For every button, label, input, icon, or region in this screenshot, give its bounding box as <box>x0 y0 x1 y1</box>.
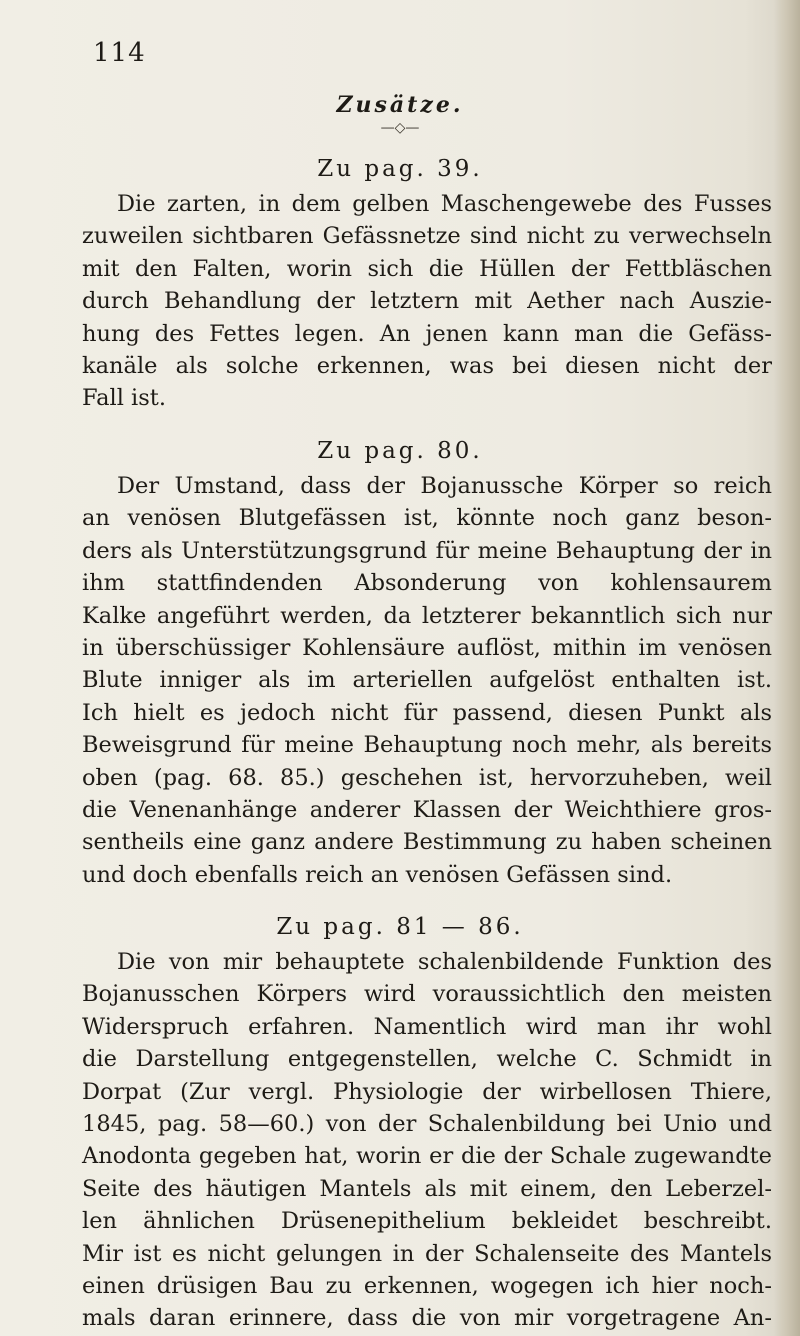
text-line: Dorpat (Zur vergl. Physiologie der wirbellosen Thiere, <box>82 1078 772 1105</box>
paragraph-pag-81-86 <box>82 946 772 1335</box>
text-line: mals daran erinnere, dass die von mir vorgetragene An- <box>82 1305 772 1332</box>
text-line: Blute inniger als im arteriellen aufgelöst enthalten ist. <box>82 667 772 694</box>
paragraph-pag-80 <box>82 470 772 891</box>
subhead-pag-80: Zu pag. 80. <box>317 438 483 464</box>
text-line: Seite des häutigen Mantels als mit einem, den Leberzel- <box>82 1175 772 1202</box>
text-line: einen drüsigen Bau zu erkennen, wogegen ich hier noch- <box>82 1273 772 1300</box>
paragraph-pag-39 <box>82 188 772 415</box>
text-line: die Darstellung entgegenstellen, welche C. Schmidt in <box>82 1046 772 1073</box>
text-line: Anodonta gegeben hat, worin er die der Schale zugewandte <box>82 1143 772 1170</box>
ornament-divider: —◇— <box>380 120 420 136</box>
text-line: oben (pag. 68. 85.) geschehen ist, hervorzuheben, weil <box>82 764 772 791</box>
text-line: Die von mir behauptete schalenbildende Funktion des <box>117 949 772 975</box>
text-line: ihm stattfindenden Absonderung von kohlensaurem <box>82 570 772 597</box>
page-number: 114 <box>93 38 146 68</box>
text-line: in überschüssiger Kohlensäure auflöst, mithin im venösen <box>82 635 772 662</box>
text-line: Bojanusschen Körpers wird voraussichtlich den meisten <box>82 981 772 1008</box>
text-line: 1845, pag. 58—60.) von der Schalenbildung bei Unio und <box>82 1111 772 1138</box>
text-line: kanäle als solche erkennen, was bei diesen nicht der <box>82 353 772 380</box>
text-line: ders als Unterstützungsgrund für meine Behauptung der in <box>82 537 772 564</box>
text-line: Ich hielt es jedoch nicht für passend, diesen Punkt als <box>82 699 772 726</box>
text-line: Widerspruch erfahren. Namentlich wird man ihr wohl <box>82 1013 772 1040</box>
text-line: durch Behandlung der letztern mit Aether nach Auszie- <box>82 288 772 315</box>
text-line: hung des Fettes legen. An jenen kann man die Gefäss- <box>82 320 772 347</box>
page-edge-shadow <box>774 0 800 1336</box>
text-line: Der Umstand, dass der Bojanussche Körper so reich <box>117 473 772 499</box>
text-line: an venösen Blutgefässen ist, könnte noch ganz beson- <box>82 505 772 532</box>
section-heading: Zusätze. <box>336 92 464 118</box>
subhead-pag-39: Zu pag. 39. <box>317 156 483 182</box>
text-line: Beweisgrund für meine Behauptung noch mehr, als bereits <box>82 732 772 759</box>
text-line: zuweilen sichtbaren Gefässnetze sind nicht zu verwechseln <box>82 223 772 250</box>
text-line: Die zarten, in dem gelben Maschengewebe des Fusses <box>117 191 772 217</box>
text-line: Fall ist. <box>82 385 166 412</box>
text-line: die Venenanhänge anderer Klassen der Weichthiere gros- <box>82 797 772 824</box>
text-line: sentheils eine ganz andere Bestimmung zu haben scheinen <box>82 829 772 856</box>
text-line: und doch ebenfalls reich an venösen Gefässen sind. <box>82 861 673 888</box>
text-line: mit den Falten, worin sich die Hüllen der Fettbläschen <box>82 255 772 282</box>
subhead-pag-81-86: Zu pag. 81 — 86. <box>276 914 524 940</box>
text-line: len ähnlichen Drüsenepithelium bekleidet beschreibt. <box>82 1208 772 1235</box>
text-line: Kalke angeführt werden, da letzterer bekanntlich sich nur <box>82 602 772 629</box>
text-line: Mir ist es nicht gelungen in der Schalenseite des Mantels <box>82 1240 772 1267</box>
